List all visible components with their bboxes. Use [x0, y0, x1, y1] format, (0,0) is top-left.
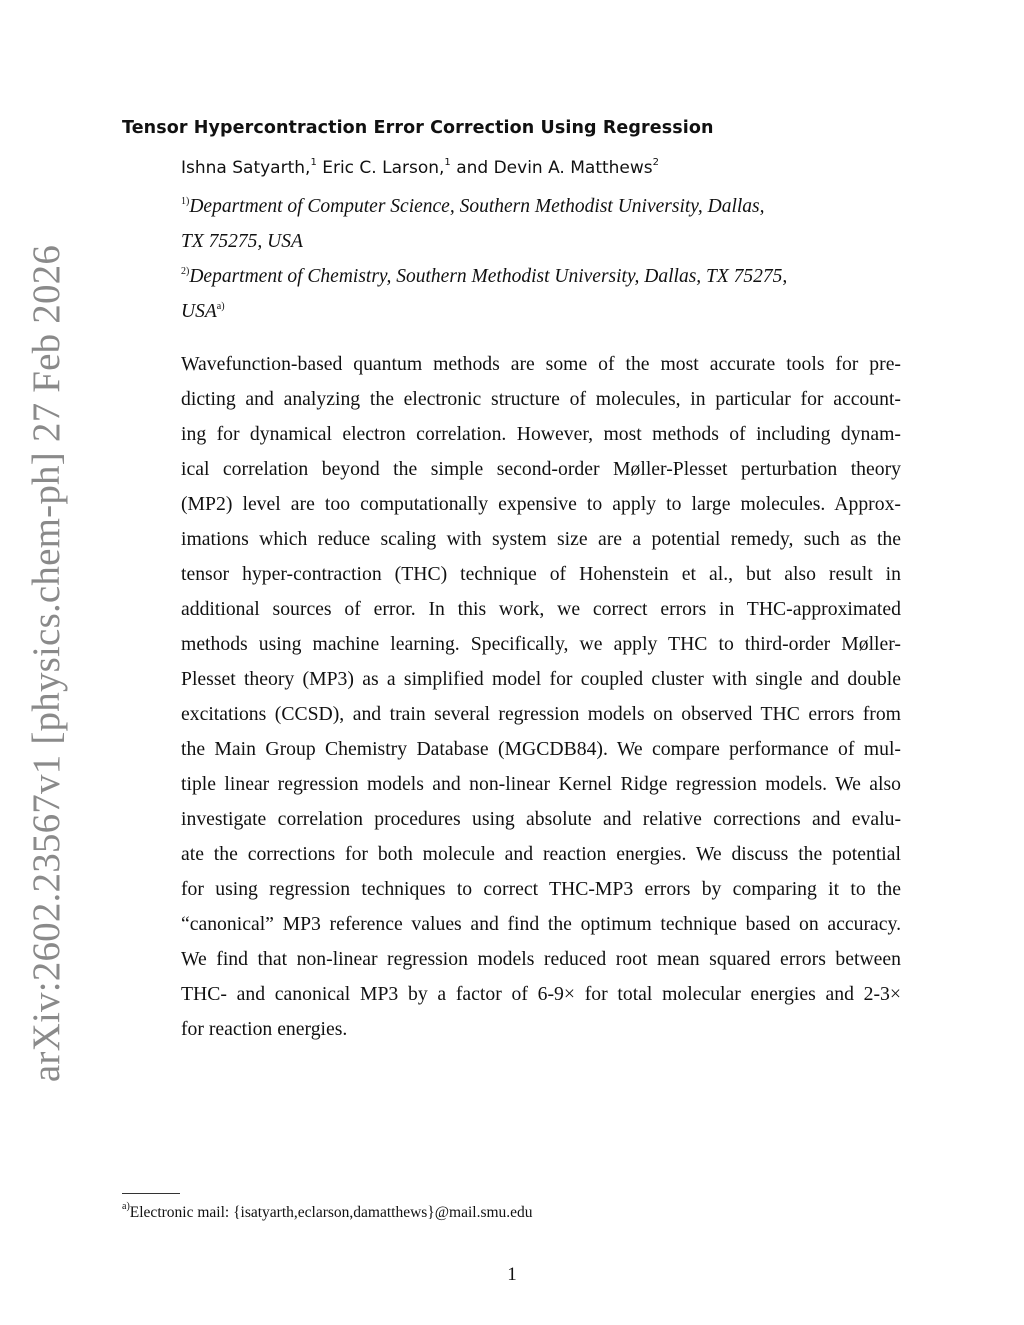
abstract-line: “canonical” MP3 reference values and find the optimum technique based on accuracy. — [181, 913, 901, 935]
author-name: Eric C. Larson, — [322, 158, 445, 178]
abstract-line: (MP2) level are too computationally expensive to apply to large molecules. Approx- — [181, 493, 901, 515]
footnote — [122, 1201, 533, 1222]
abstract-line: tiple linear regression models and non-linear Kernel Ridge regression models. We also — [181, 773, 901, 795]
paper-title: Tensor Hypercontraction Error Correction Using Regression — [122, 118, 714, 138]
abstract-line: We find that non-linear regression models reduced root mean squared errors between — [181, 948, 901, 970]
abstract-line: ical correlation beyond the simple second-order Møller-Plesset perturbation theory — [181, 458, 901, 480]
abstract-line: ing for dynamical electron correlation. However, most methods of including dynam- — [181, 423, 901, 445]
abstract-line: additional sources of error. In this work, we correct errors in THC-approximated — [181, 598, 901, 620]
affiliation-line: TX 75275, USA — [181, 231, 303, 252]
abstract-line: for using regression techniques to correct THC-MP3 errors by comparing it to the — [181, 878, 901, 900]
affiliation-mark: 2) — [181, 266, 190, 277]
author-affiliation-mark: 1 — [444, 157, 451, 168]
page-number: 1 — [507, 1264, 517, 1285]
abstract-line: excitations (CCSD), and train several regression models on observed THC errors from — [181, 703, 901, 725]
footnote-mark: a) — [122, 1201, 130, 1212]
abstract-line: imations which reduce scaling with system size are a potential remedy, such as the — [181, 528, 901, 550]
abstract-line: Wavefunction-based quantum methods are some of the most accurate tools for pre- — [181, 353, 901, 375]
affiliation-line: Department of Chemistry, Southern Methodist University, Dallas, TX 75275, — [189, 266, 788, 287]
author-name: Ishna Satyarth, — [181, 158, 311, 178]
abstract-line: tensor hyper-contraction (THC) technique of Hohenstein et al., but also result in — [181, 563, 901, 585]
author-affiliation-mark: 1 — [310, 157, 317, 168]
affiliation-line: Department of Computer Science, Southern Methodist University, Dallas, — [189, 196, 765, 217]
abstract-line: dicting and analyzing the electronic structure of molecules, in particular for account- — [181, 388, 901, 410]
footnote-rule — [122, 1193, 180, 1194]
affiliation-1 — [181, 189, 881, 259]
author-list — [181, 158, 659, 178]
footnote-text: Electronic mail: {isatyarth,eclarson,damatthews}@mail.smu.edu — [129, 1204, 533, 1221]
abstract-line: for reaction energies. — [181, 1018, 348, 1040]
abstract-line: investigate correlation procedures using absolute and relative corrections and evalu- — [181, 808, 901, 830]
affiliation-2 — [181, 259, 881, 329]
abstract-line: Plesset theory (MP3) as a simplified model for coupled cluster with single and double — [181, 668, 901, 690]
author-affiliation-mark: 2 — [652, 157, 660, 168]
arxiv-stamp — [22, 244, 72, 1082]
abstract-line: THC- and canonical MP3 by a factor of 6-9× for total molecular energies and 2-3× — [181, 983, 901, 1005]
arxiv-stamp-text: arXiv:2602.23567v1 [physics.chem-ph] 27 Feb 2026 — [25, 244, 69, 1082]
abstract-line: the Main Group Chemistry Database (MGCDB84). We compare performance of mul- — [181, 738, 901, 760]
author-name: and Devin A. Matthews — [456, 158, 653, 178]
abstract — [181, 347, 901, 1047]
affiliation-mark: 1) — [181, 196, 190, 207]
affiliation-line: USA — [181, 301, 217, 322]
abstract-line: ate the corrections for both molecule and reaction energies. We discuss the potential — [181, 843, 901, 865]
footnote-ref-mark: a) — [216, 301, 225, 312]
abstract-line: methods using machine learning. Specifically, we apply THC to third-order Møller- — [181, 633, 901, 655]
